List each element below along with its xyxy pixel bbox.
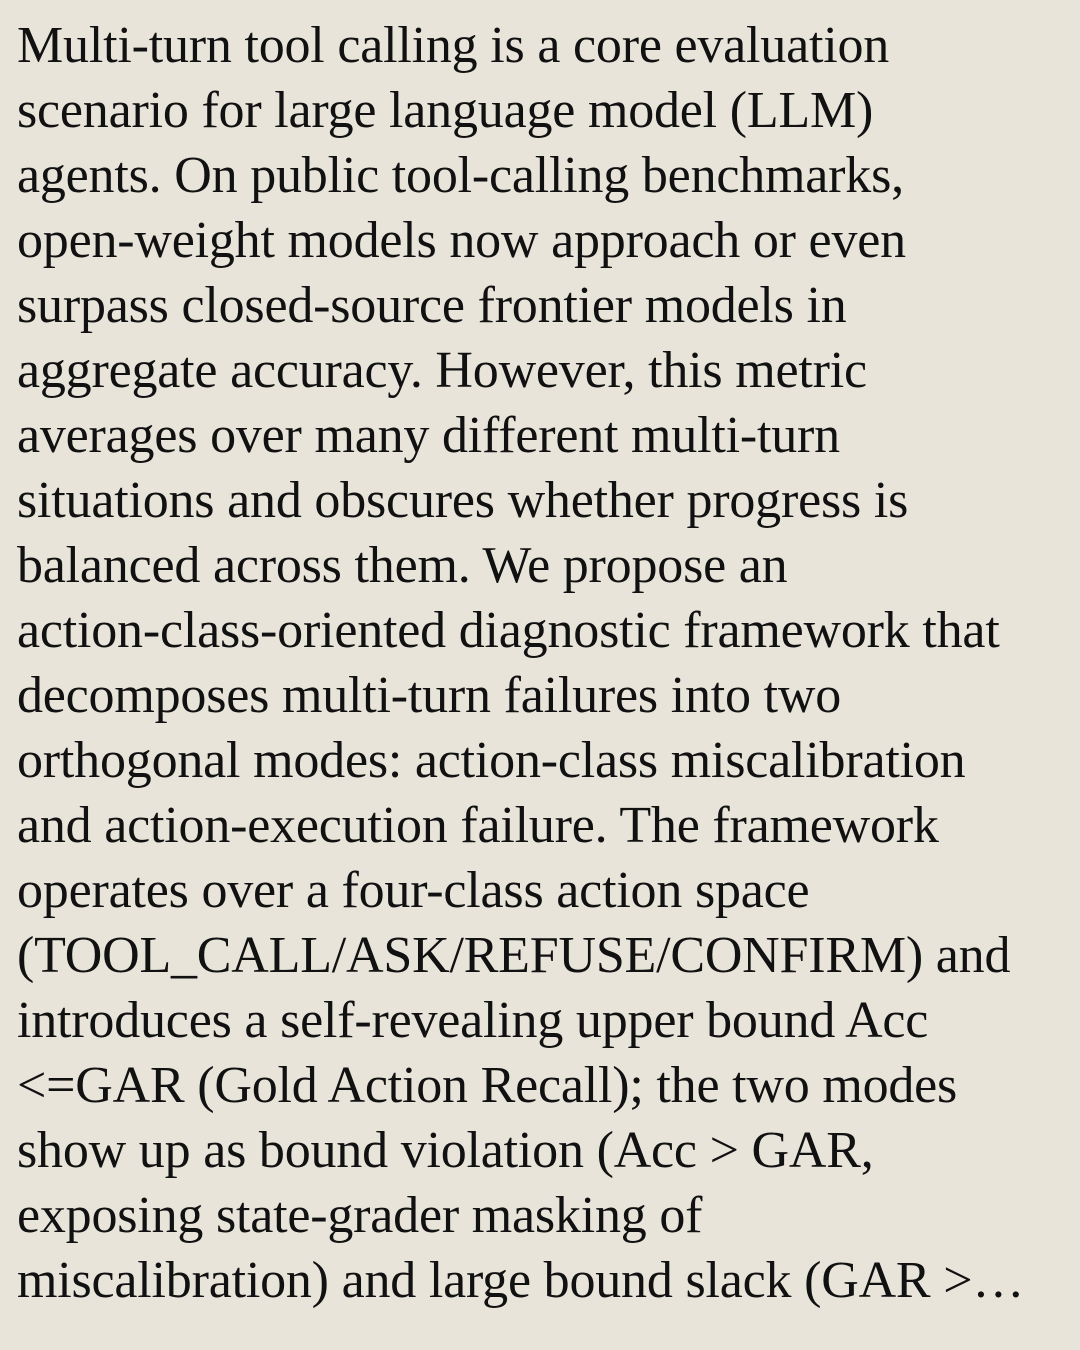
text-line: action-class-oriented diagnostic framework that	[17, 602, 1000, 659]
text-line: <=GAR (Gold Action Recall); the two modes	[17, 1057, 958, 1114]
text-line: surpass closed-source frontier models in	[17, 277, 847, 334]
text-line: miscalibration) and large bound slack (GAR >…	[17, 1252, 1025, 1309]
text-line: aggregate accuracy. However, this metric	[17, 342, 867, 399]
text-line: orthogonal modes: action-class miscalibration	[17, 732, 966, 789]
text-line: averages over many different multi-turn	[17, 407, 840, 464]
text-line: introduces a self-revealing upper bound Acc	[17, 992, 929, 1049]
text-line: situations and obscures whether progress is	[17, 472, 909, 529]
text-line: exposing state-grader masking of	[17, 1187, 703, 1244]
text-line: Multi-turn tool calling is a core evaluation	[17, 17, 890, 74]
text-line: and action-execution failure. The framework	[17, 797, 939, 854]
text-line: operates over a four-class action space	[17, 862, 810, 919]
text-line: scenario for large language model (LLM)	[17, 82, 874, 139]
text-line: (TOOL_CALL/ASK/REFUSE/CONFIRM) and	[17, 927, 1011, 984]
text-line: decomposes multi-turn failures into two	[17, 667, 842, 724]
abstract-text	[17, 13, 1080, 1313]
text-line: agents. On public tool-calling benchmarks,	[17, 147, 904, 204]
text-line: show up as bound violation (Acc > GAR,	[17, 1122, 874, 1179]
text-line: open-weight models now approach or even	[17, 212, 906, 269]
text-line: balanced across them. We propose an	[17, 537, 788, 594]
